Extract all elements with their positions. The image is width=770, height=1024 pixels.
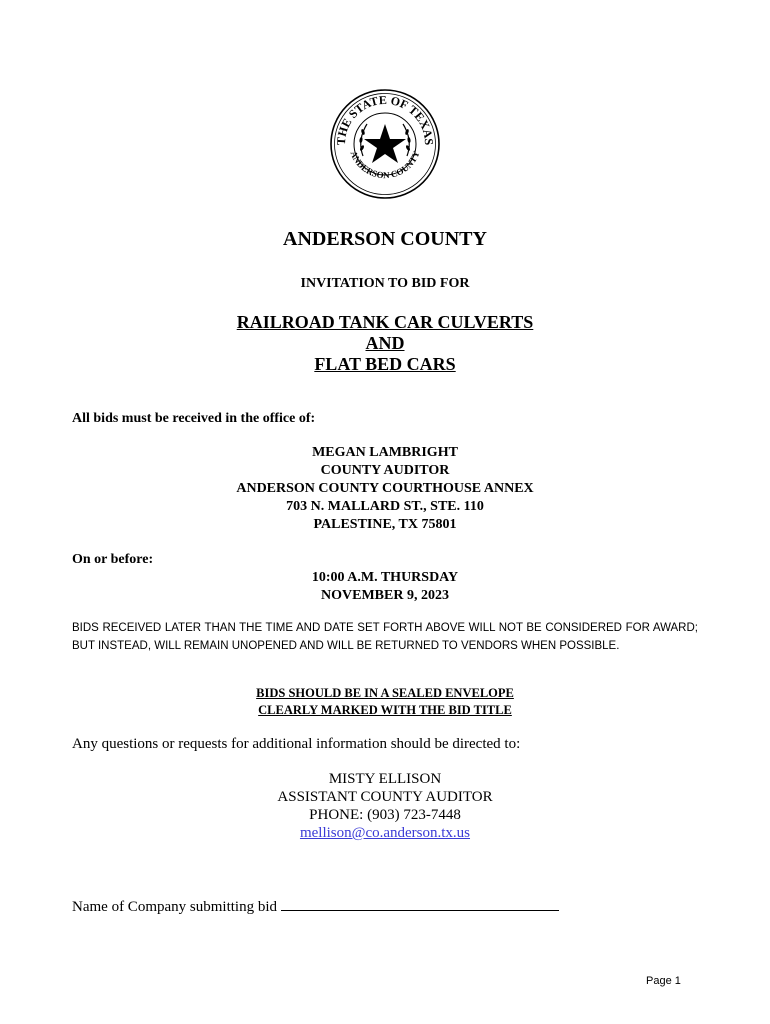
- deadline-time: 10:00 A.M. THURSDAY: [311, 570, 459, 585]
- seal-top-text: THE STATE OF TEXAS: [333, 92, 437, 146]
- late-bid-notice: BIDS RECEIVED LATER THAN THE TIME AND DATE SET FORTH ABOVE WILL NOT BE CONSIDERED FOR AWARD; BUT INSTEAD, WILL REMAIN UNOPENED AND WILL BE RETURNED TO VENDORS WHEN POSSIBLE.: [72, 622, 698, 652]
- questions-label: Any questions or requests for additional information should be directed to:: [72, 736, 521, 752]
- submission-label: All bids must be received in the office of:: [72, 411, 316, 426]
- texas-seal-icon: [329, 88, 441, 200]
- page-number: Page 1: [646, 975, 681, 987]
- contact-email-link[interactable]: mellison@co.anderson.tx.us: [299, 825, 471, 841]
- address-line: ANDERSON COUNTY COURTHOUSE ANNEX: [236, 481, 534, 496]
- deadline-date: NOVEMBER 9, 2023: [321, 588, 449, 603]
- address-line: COUNTY AUDITOR: [320, 463, 450, 478]
- seal-bottom-text: ANDERSON COUNTY: [348, 149, 422, 181]
- contact-phone: PHONE: (903) 723-7448: [309, 807, 461, 823]
- company-name-label: Name of Company submitting bid: [72, 899, 277, 915]
- deadline-label: On or before:: [72, 552, 154, 567]
- contact-title: ASSISTANT COUNTY AUDITOR: [277, 789, 493, 805]
- address-line: 703 N. MALLARD ST., STE. 110: [286, 499, 484, 514]
- sealed-instruction-line1: BIDS SHOULD BE IN A SEALED ENVELOPE: [256, 686, 514, 700]
- sealed-instruction-line2: CLEARLY MARKED WITH THE BID TITLE: [258, 703, 512, 717]
- contact-name: MISTY ELLISON: [328, 771, 442, 787]
- project-title-line2: AND: [365, 333, 405, 353]
- address-line: MEGAN LAMBRIGHT: [312, 445, 458, 460]
- address-line: PALESTINE, TX 75801: [313, 517, 457, 532]
- project-title-line3: FLAT BED CARS: [314, 354, 456, 374]
- county-title: ANDERSON COUNTY: [283, 228, 487, 250]
- company-name-field: [72, 896, 559, 916]
- project-title-line1: RAILROAD TANK CAR CULVERTS: [236, 312, 534, 332]
- invitation-label: INVITATION TO BID FOR: [300, 276, 470, 291]
- company-name-input-line[interactable]: [281, 896, 559, 911]
